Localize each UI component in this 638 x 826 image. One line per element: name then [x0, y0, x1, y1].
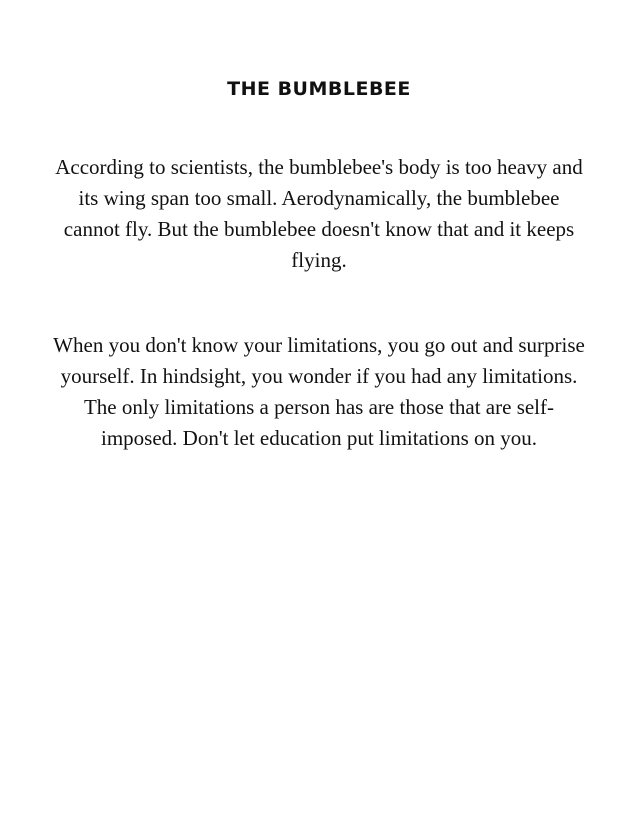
paragraph-bumblebee: According to scientists, the bumblebee's body is too heavy and its wing span too small. Aerodynamically, the bumblebee cannot fly. But the bumblebee doesn't know that and it keeps flying. [55, 155, 583, 272]
document-title: THE BUMBLEBEE [227, 78, 411, 100]
paragraph-limitations: When you don't know your limitations, you go out and surprise yourself. In hindsight, you wonder if you had any limitations. The only limitations a person has are those that are self-imposed. Don't let education put limitations on you. [53, 333, 585, 450]
